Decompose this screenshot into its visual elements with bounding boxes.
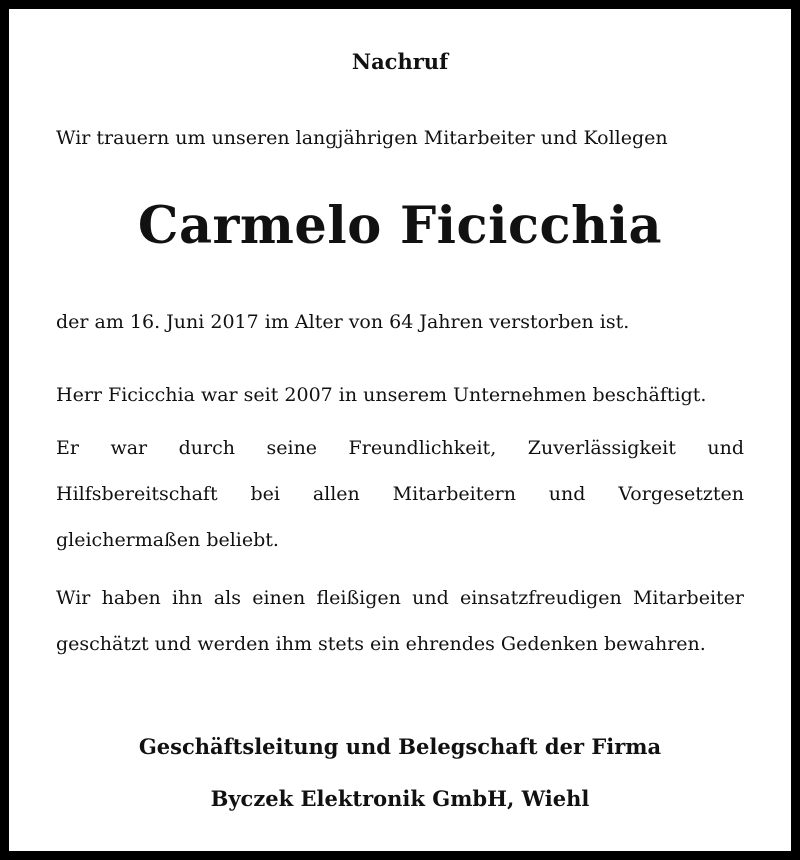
paragraph-employment: Herr Ficicchia war seit 2007 in unserem Unternehmen beschäftigt.: [56, 384, 707, 406]
paragraph-character: Er war durch seine Freundlichkeit, Zuverlässigkeit und Hilfsbereitschaft bei allen Mitarbeitern und Vorgesetzten gleichermaßen beliebt.: [56, 437, 744, 551]
signature-line-1: Geschäftsleitung und Belegschaft der Firma: [138, 734, 662, 759]
paragraph-remembrance: Wir haben ihn als einen fleißigen und einsatzfreudigen Mitarbeiter geschätzt und werden ihm stets ein ehrendes Gedenken bewahren.: [56, 587, 744, 655]
death-date-line: der am 16. Juni 2017 im Alter von 64 Jahren verstorben ist.: [56, 311, 630, 333]
deceased-name: Carmelo Ficicchia: [137, 196, 663, 256]
obituary-heading: Nachruf: [351, 49, 449, 74]
signature-line-2: Byczek Elektronik GmbH, Wiehl: [210, 786, 590, 811]
intro-line: Wir trauern um unseren langjährigen Mitarbeiter und Kollegen: [56, 127, 668, 149]
